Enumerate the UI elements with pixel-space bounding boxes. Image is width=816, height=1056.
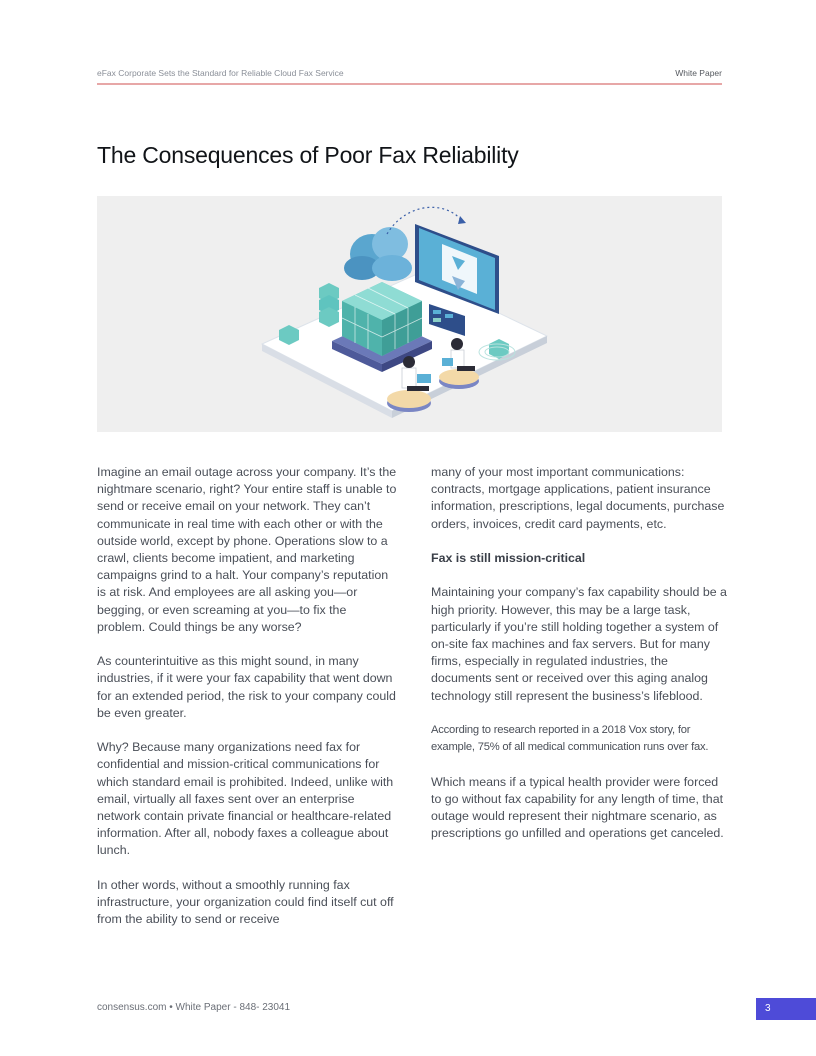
left-text-column [97, 464, 397, 946]
page-title: The Consequences of Poor Fax Reliability [97, 142, 519, 168]
isometric-cloud-data-illustration [97, 196, 722, 432]
section-heading: Fax is still mission-critical [431, 551, 586, 565]
header-divider [97, 83, 722, 85]
cloud-icon [344, 227, 412, 281]
right-text-column [431, 464, 731, 860]
body-paragraph: In other words, without a smoothly running fax infrastructure, your organization could find itself cut off from the ability to send or receive [97, 877, 394, 927]
page-number-badge: 3 [756, 998, 816, 1020]
body-paragraph: Imagine an email outage across your company. It’s the nightmare scenario, right? Your entire staff is unable to send or receive email on your network. They can’t communicate in real time with each other or with the outside world, except by phone. Operations slow to a crawl, clients become impatient, and marketing campaigns grind to a halt. Your company’s reputation is at risk. And employees are all asking you—or begging, or even screaming at you—to fix the problem. Could things be any worse? [97, 465, 397, 634]
body-paragraph: As counterintuitive as this might sound, in many industries, if it were your fax capability that went down for an extended period, the risk to your company could be even greater. [97, 654, 396, 720]
footer-text: consensus.com • White Paper - 848- 23041 [97, 1002, 291, 1013]
body-paragraph: Why? Because many organizations need fax for confidential and mission-critical communications for which standard email is prohibited. Indeed, unlike with email, virtually all faxes sent over an enterprise network contain private financial or healthcare-related information. After all, nobody faxes a colleague about lunch. [97, 740, 394, 858]
body-paragraph: Which means if a typical health provider were forced to go without fax capability for any length of time, that outage would represent their nightmare scenario, as prescriptions go unfilled and operations get canceled. [431, 774, 724, 841]
research-citation-paragraph: According to research reported in a 2018 Vox story, for example, 75% of all medical communication runs over fax. [431, 724, 709, 754]
body-paragraph: Maintaining your company’s fax capability should be a high priority. However, this may be a large task, particularly if you’re still holding together a system of on-site fax machines and fax servers. But for many firms, especially in regulated industries, the documents sent or received over this aging analog technology still represent the business’s lifeblood. [431, 585, 727, 703]
hero-illustration [97, 196, 722, 432]
header-doc-type: White Paper [675, 68, 722, 78]
body-paragraph: many of your most important communications: contracts, mortgage applications, patient insurance information, prescriptions, legal documents, purchase orders, invoices, credit card payments, etc. [431, 465, 725, 531]
header-document-title: eFax Corporate Sets the Standard for Reliable Cloud Fax Service [97, 68, 344, 78]
arrow-head-icon [458, 216, 466, 224]
